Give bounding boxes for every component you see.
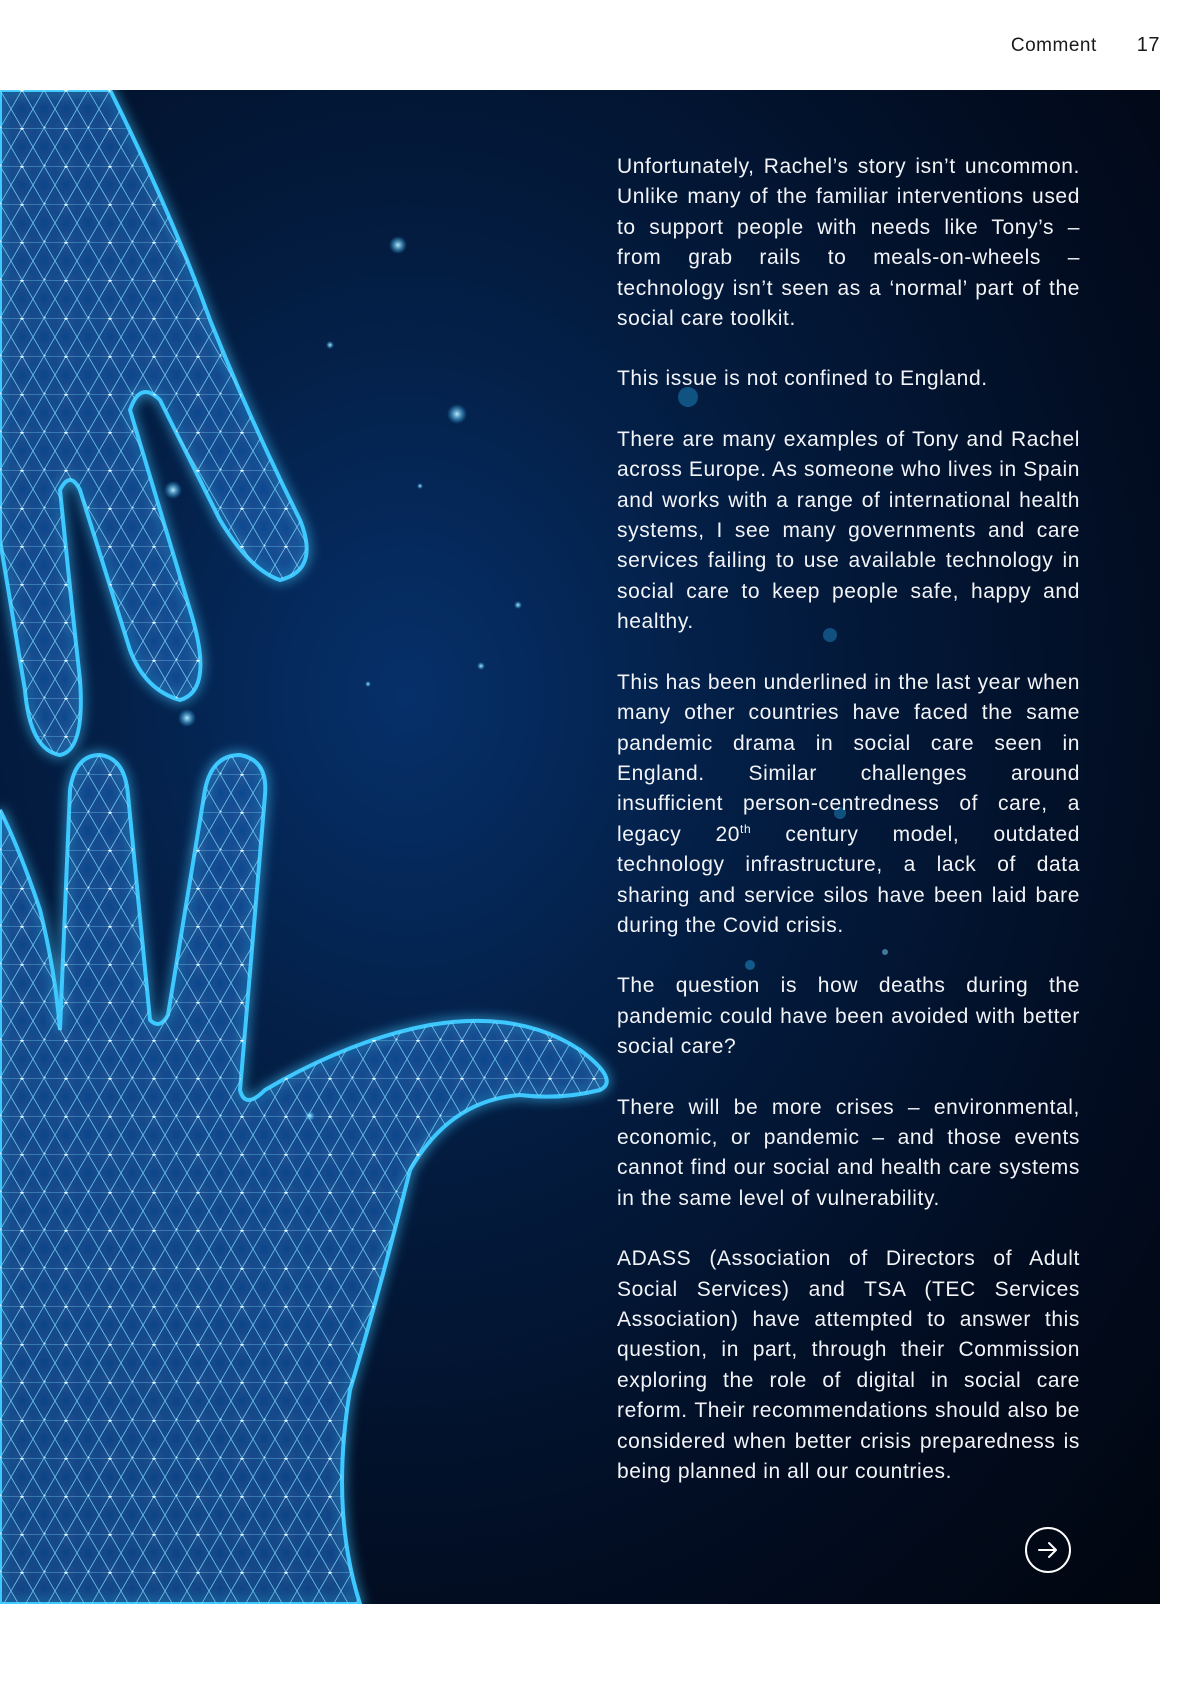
- paragraph-2: This issue is not confined to England.: [617, 367, 988, 391]
- article-panel: [0, 90, 1160, 1604]
- paragraph-4-part-a: This has been underlined in the last year when many other countries have faced the same pandemic drama in social care seen in England. Similar challenges around insufficient person-centredness of care, a legacy 20: [617, 670, 1080, 846]
- article-body: [617, 152, 1080, 1517]
- page-header: [1011, 34, 1160, 57]
- page-number: 17: [1136, 34, 1160, 56]
- digital-hands-illustration: [0, 90, 640, 1604]
- section-label: Comment: [1010, 35, 1097, 56]
- next-page-button[interactable]: [1025, 1527, 1071, 1573]
- paragraph-5: The question is how deaths during the pandemic could have been avoided with better social care?: [617, 974, 1080, 1059]
- paragraph-3: There are many examples of Tony and Rachel across Europe. As someone who lives in Spain and works with a range of international health systems, I see many governments and care services failing to use available technology in social care to keep people safe, happy and healthy.: [617, 427, 1080, 634]
- ordinal-suffix: th: [740, 821, 752, 836]
- upper-hand-shape: [0, 90, 307, 755]
- arrow-right-circle-icon: [1035, 1537, 1061, 1563]
- lower-hand-shape: [0, 755, 607, 1604]
- paragraph-6: There will be more crises – environmental, economic, or pandemic – and those events cannot find our social and health care systems in the same level of vulnerability.: [617, 1095, 1080, 1210]
- paragraph-1: Unfortunately, Rachel’s story isn’t uncommon. Unlike many of the familiar interventions used to support people with needs like Tony’s – from grab rails to meals-on-wheels – technology isn’t seen as a ‘normal’ part of the social care toolkit.: [617, 155, 1080, 331]
- paragraph-4-part-b: century model, outdated technology infrastructure, a lack of data sharing and service silos have been laid bare during the Covid crisis.: [617, 822, 1080, 937]
- paragraph-7: ADASS (Association of Directors of Adult Social Services) and TSA (TEC Services Association) have attempted to answer this question, in part, through their Commission exploring the role of digital in social care reform. Their recommendations should also be considered when better crisis preparedness is being planned in all our countries.: [617, 1247, 1080, 1484]
- paragraph-4: [617, 668, 1080, 942]
